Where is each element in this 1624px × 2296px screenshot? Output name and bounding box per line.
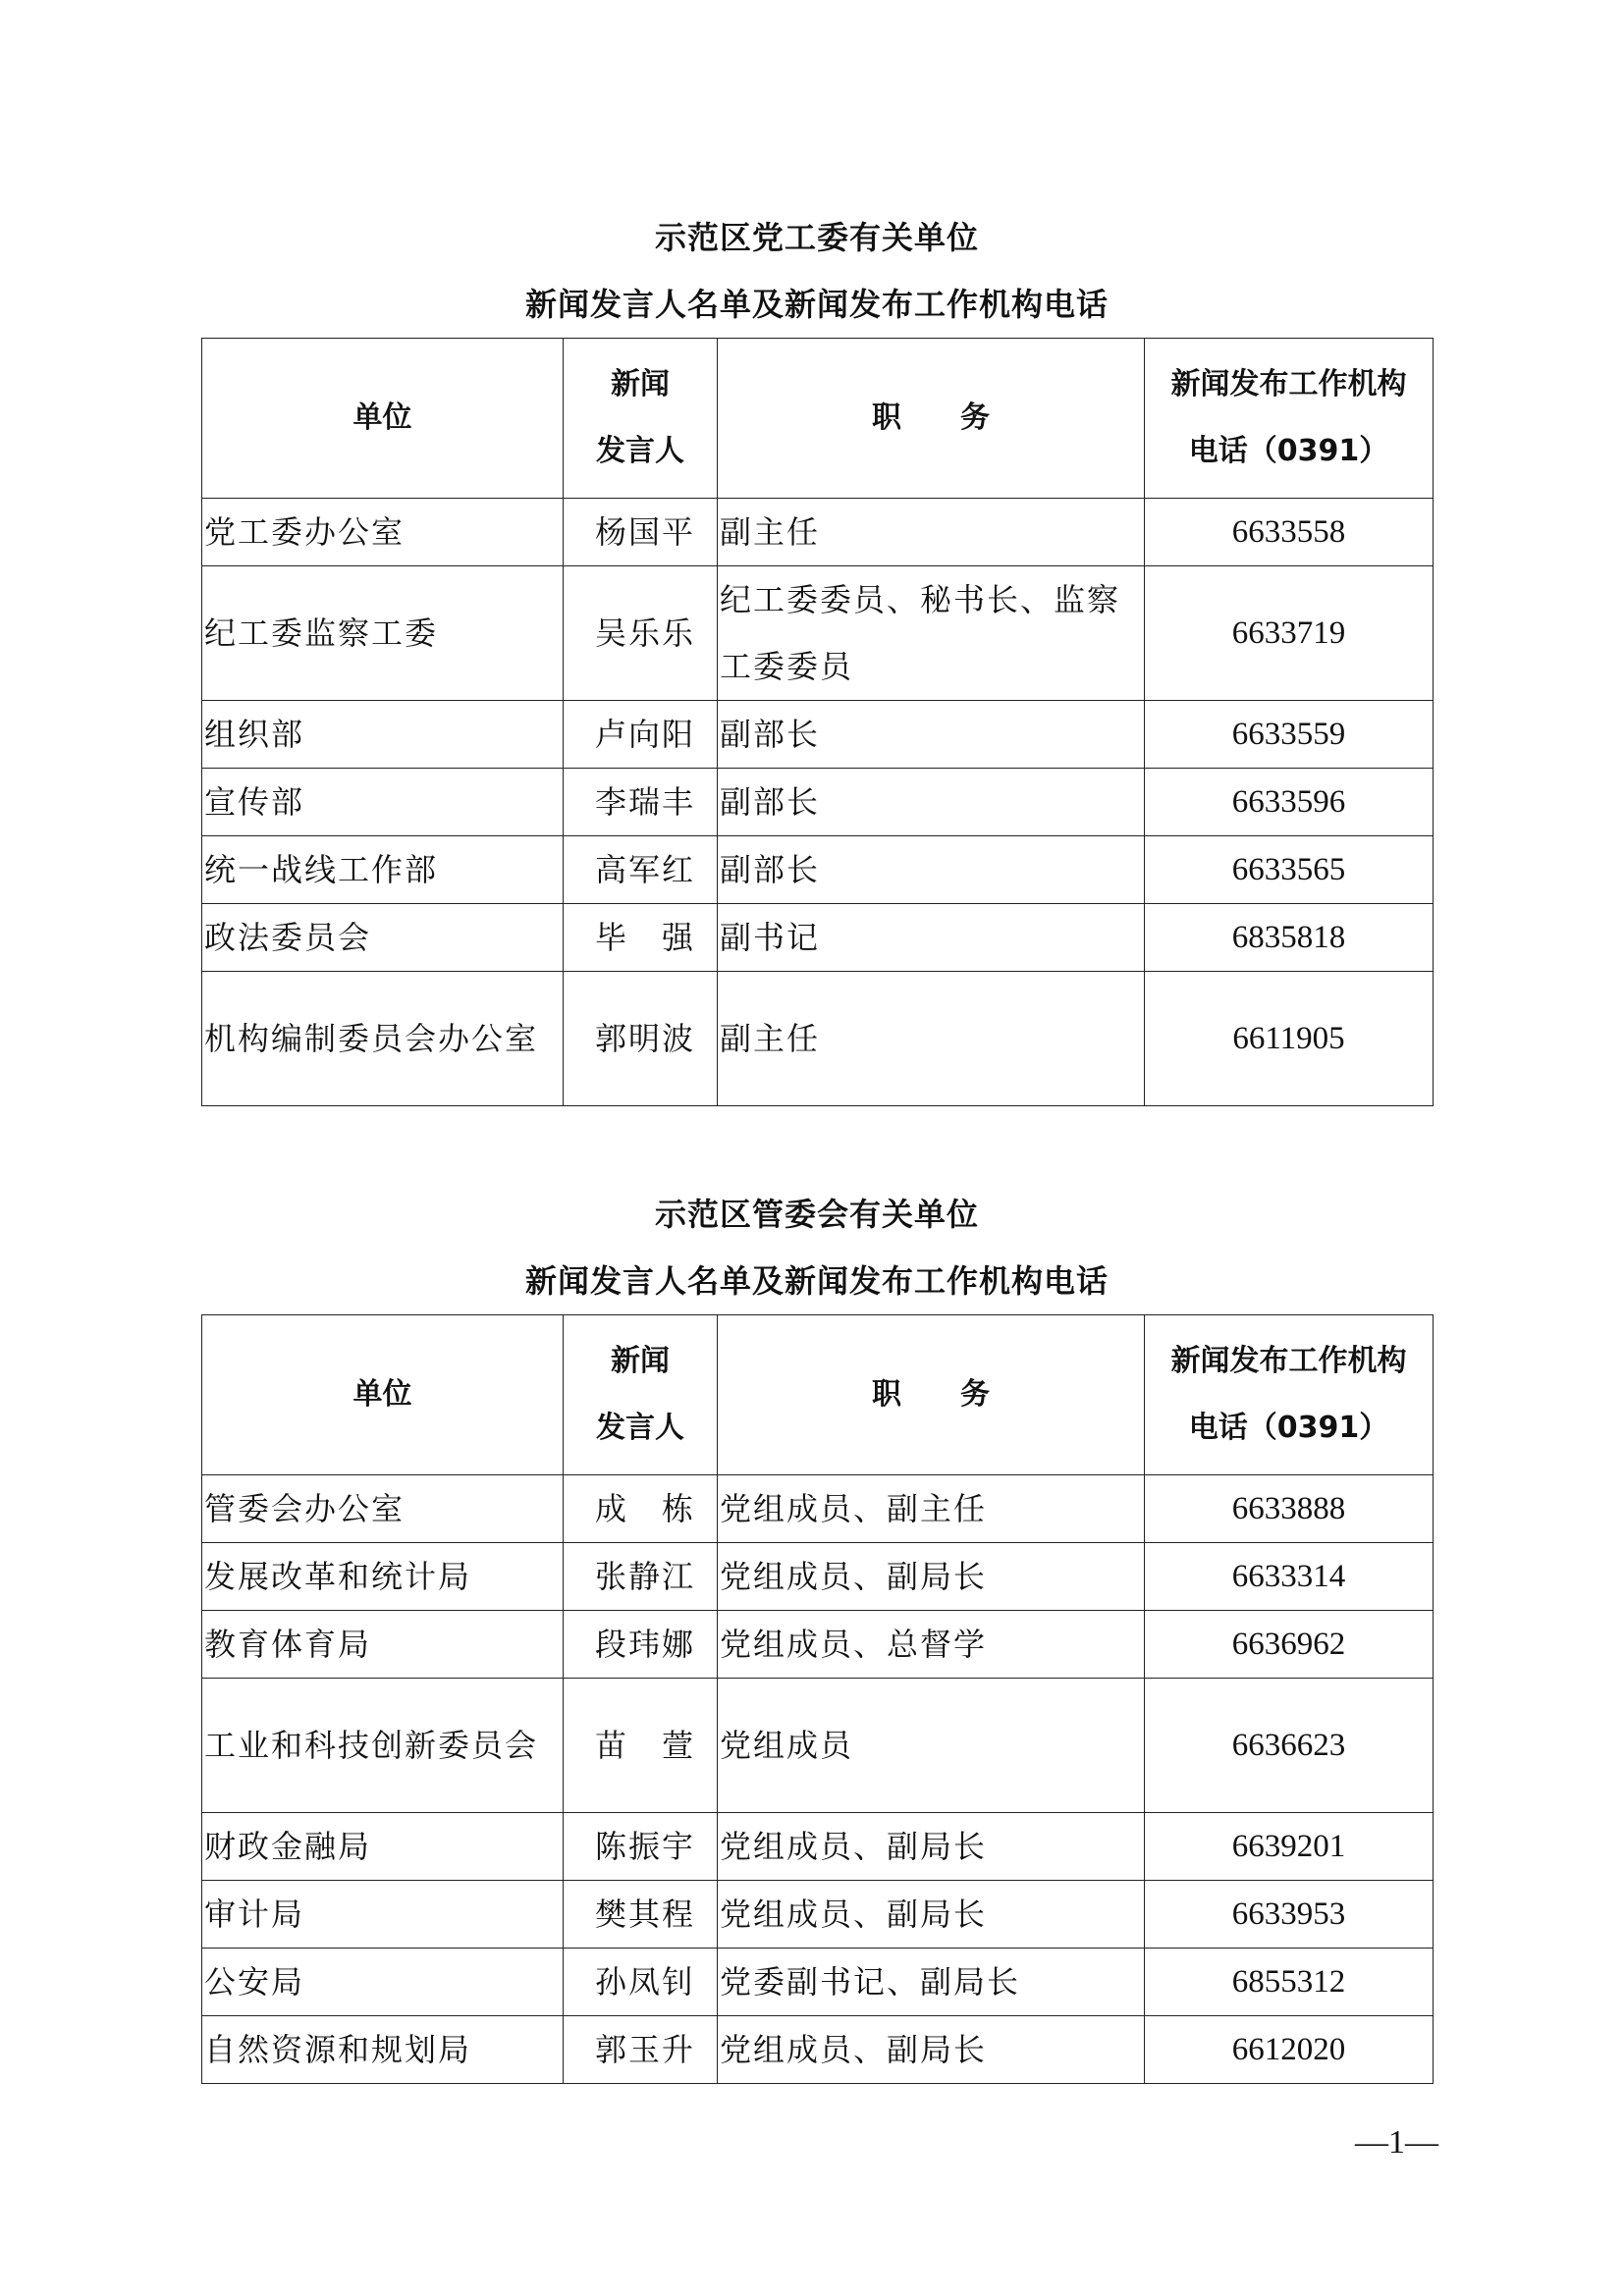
header-person: 新闻 发言人 — [564, 1315, 718, 1475]
table-row — [202, 701, 1434, 769]
header-person: 新闻 发言人 — [564, 339, 718, 499]
cell-unit: 审计局 — [202, 1881, 564, 1949]
table-row — [202, 836, 1434, 904]
section1-table — [201, 338, 1434, 1106]
cell-tel: 6639201 — [1145, 1813, 1434, 1881]
cell-unit: 机构编制委员会办公室 — [202, 972, 564, 1106]
table-row — [202, 1543, 1434, 1611]
cell-position: 党委副书记、副局长 — [718, 1949, 1145, 2016]
cell-unit: 管委会办公室 — [202, 1475, 564, 1543]
cell-person: 卢向阳 — [564, 701, 718, 769]
cell-tel: 6636623 — [1145, 1679, 1434, 1813]
header-tel: 新闻发布工作机构 电话（0391） — [1145, 1315, 1434, 1475]
table-row — [202, 1949, 1434, 2016]
header-position: 职 务 — [718, 1315, 1145, 1475]
cell-tel: 6835818 — [1145, 904, 1434, 972]
table-row — [202, 1611, 1434, 1679]
cell-tel: 6855312 — [1145, 1949, 1434, 2016]
table-row — [202, 904, 1434, 972]
cell-unit: 党工委办公室 — [202, 499, 564, 566]
cell-unit: 政法委员会 — [202, 904, 564, 972]
cell-tel: 6633558 — [1145, 499, 1434, 566]
cell-position: 党组成员 — [718, 1679, 1145, 1813]
section1-title-line2: 新闻发言人名单及新闻发布工作机构电话 — [524, 286, 1109, 323]
table-row — [202, 1881, 1434, 1949]
cell-person: 毕 强 — [564, 904, 718, 972]
cell-tel: 6636962 — [1145, 1611, 1434, 1679]
cell-person: 段玮娜 — [564, 1611, 718, 1679]
cell-person: 杨国平 — [564, 499, 718, 566]
cell-position: 党组成员、副主任 — [718, 1475, 1145, 1543]
cell-unit: 纪工委监察工委 — [202, 566, 564, 701]
section2-title-line2: 新闻发言人名单及新闻发布工作机构电话 — [524, 1262, 1109, 1300]
cell-unit: 统一战线工作部 — [202, 836, 564, 904]
cell-unit: 发展改革和统计局 — [202, 1543, 564, 1611]
cell-tel: 6633565 — [1145, 836, 1434, 904]
cell-position: 副部长 — [718, 769, 1145, 836]
section1-title-line1: 示范区党工委有关单位 — [654, 219, 979, 256]
cell-position: 副部长 — [718, 701, 1145, 769]
cell-person: 郭明波 — [564, 972, 718, 1106]
cell-position: 党组成员、副局长 — [718, 1543, 1145, 1611]
table-row — [202, 1679, 1434, 1813]
cell-unit: 宣传部 — [202, 769, 564, 836]
table-row — [202, 972, 1434, 1106]
cell-person: 陈振宇 — [564, 1813, 718, 1881]
table-row — [202, 2016, 1434, 2084]
section-party-committee — [201, 204, 1433, 1106]
cell-unit: 组织部 — [202, 701, 564, 769]
cell-person: 高军红 — [564, 836, 718, 904]
section2-title-line1: 示范区管委会有关单位 — [654, 1196, 979, 1233]
cell-position: 党组成员、副局长 — [718, 2016, 1145, 2084]
cell-person: 成 栋 — [564, 1475, 718, 1543]
cell-unit: 工业和科技创新委员会 — [202, 1679, 564, 1813]
cell-tel: 6612020 — [1145, 2016, 1434, 2084]
table-row — [202, 1475, 1434, 1543]
section2-table — [201, 1314, 1434, 2084]
cell-person: 樊其程 — [564, 1881, 718, 1949]
header-tel: 新闻发布工作机构 电话（0391） — [1145, 339, 1434, 499]
cell-tel: 6633719 — [1145, 566, 1434, 701]
cell-position: 党组成员、副局长 — [718, 1813, 1145, 1881]
cell-unit: 教育体育局 — [202, 1611, 564, 1679]
cell-tel: 6611905 — [1145, 972, 1434, 1106]
page-number: —1— — [1355, 2124, 1438, 2161]
table-row — [202, 769, 1434, 836]
header-position: 职 务 — [718, 339, 1145, 499]
cell-position: 党组成员、总督学 — [718, 1611, 1145, 1679]
table-header-row — [202, 1315, 1434, 1475]
cell-position: 党组成员、副局长 — [718, 1881, 1145, 1949]
section-management-committee — [201, 1181, 1433, 2084]
cell-tel: 6633559 — [1145, 701, 1434, 769]
cell-unit: 自然资源和规划局 — [202, 2016, 564, 2084]
cell-tel: 6633888 — [1145, 1475, 1434, 1543]
cell-person: 郭玉升 — [564, 2016, 718, 2084]
cell-tel: 6633596 — [1145, 769, 1434, 836]
cell-unit: 财政金融局 — [202, 1813, 564, 1881]
table-row — [202, 1813, 1434, 1881]
cell-person: 李瑞丰 — [564, 769, 718, 836]
cell-position: 副部长 — [718, 836, 1145, 904]
cell-position: 副书记 — [718, 904, 1145, 972]
cell-tel: 6633314 — [1145, 1543, 1434, 1611]
cell-position: 副主任 — [718, 972, 1145, 1106]
table-header-row — [202, 339, 1434, 499]
table-row — [202, 499, 1434, 566]
cell-tel: 6633953 — [1145, 1881, 1434, 1949]
cell-person: 孙凤钊 — [564, 1949, 718, 2016]
table-row — [202, 566, 1434, 701]
header-unit: 单位 — [202, 339, 564, 499]
cell-person: 苗 萱 — [564, 1679, 718, 1813]
header-unit: 单位 — [202, 1315, 564, 1475]
cell-person: 张静江 — [564, 1543, 718, 1611]
cell-position: 纪工委委员、秘书长、监察工委委员 — [718, 566, 1145, 701]
cell-position: 副主任 — [718, 499, 1145, 566]
cell-unit: 公安局 — [202, 1949, 564, 2016]
cell-person: 吴乐乐 — [564, 566, 718, 701]
